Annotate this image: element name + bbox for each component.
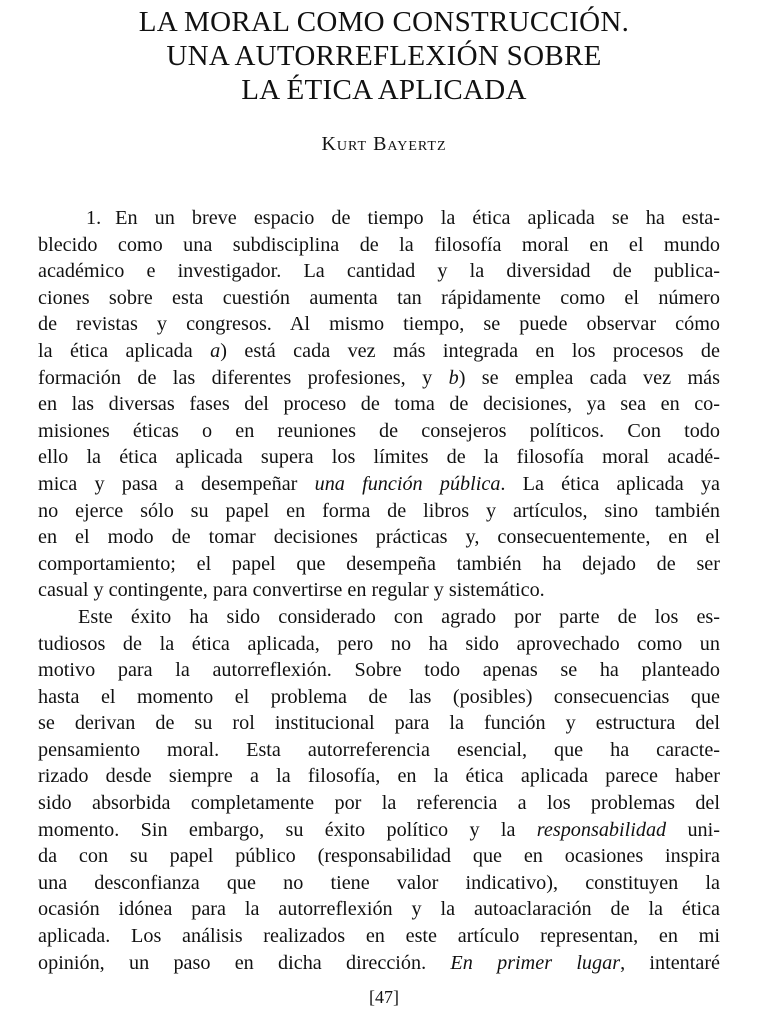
title-line-3: LA ÉTICA APLICADA — [241, 74, 527, 106]
text-line: mica y pasa a desempeñar una función pública. La ética aplicada ya — [38, 472, 720, 495]
text-line: rizado desde siempre a la filosofía, en la ética aplicada parece haber — [38, 765, 720, 788]
text-line: motivo para la autorreflexión. Sobre todo apenas se ha planteado — [38, 659, 720, 682]
text-line: de revistas y congresos. Al mismo tiempo, se puede observar cómo — [38, 313, 720, 336]
text-line: una desconfianza que no tiene valor indicativo), constituyen la — [38, 871, 720, 894]
paragraph-1 — [38, 205, 720, 604]
text-line: aplicada. Los análisis realizados en este artículo representan, en mi — [38, 925, 720, 948]
text-line: tudiosos de la ética aplicada, pero no ha sido aprovechado como un — [38, 632, 720, 655]
text-line: formación de las diferentes profesiones, y b) se emplea cada vez más — [38, 366, 720, 389]
title-line-2: UNA AUTORREFLEXIÓN SOBRE — [166, 40, 602, 72]
text-line: ello la ética aplicada supera los límites de la filosofía moral acadé- — [38, 446, 720, 469]
italic-text: En primer lugar — [450, 951, 621, 974]
text-line: la ética aplicada a) está cada vez más integrada en los procesos de — [38, 339, 720, 362]
text-line: da con su papel público (responsabilidad que en ocasiones inspira — [38, 845, 720, 868]
page-number: [47] — [369, 987, 399, 1007]
article-body — [38, 205, 720, 976]
text-line: no ejerce sólo su papel en forma de libros y artículos, sino también — [38, 499, 720, 522]
paragraph-2 — [38, 604, 720, 976]
text-line: se derivan de su rol institucional para la función y estructura del — [38, 712, 720, 735]
text-line: blecido como una subdisciplina de la filosofía moral en el mundo — [38, 233, 720, 256]
text-line: académico e investigador. La cantidad y la diversidad de publica- — [38, 260, 720, 283]
title-line-1: LA MORAL COMO CONSTRUCCIÓN. — [138, 6, 630, 38]
text-line: pensamiento moral. Esta autorreferencia esencial, que ha caracte- — [38, 738, 720, 761]
text-line: 1. En un breve espacio de tiempo la ética aplicada se ha esta- — [38, 205, 720, 232]
text-line: ciones sobre esta cuestión aumenta tan rápidamente como el número — [38, 286, 720, 309]
text-line: misiones éticas o en reuniones de consejeros políticos. Con todo — [38, 419, 720, 442]
author-name: Kurt Bayertz — [321, 133, 447, 155]
text-line: Este éxito ha sido considerado con agrado por parte de los es- — [78, 605, 720, 628]
text-line: en el modo de tomar decisiones prácticas y, consecuentemente, en el — [38, 526, 720, 549]
text-line: momento. Sin embargo, su éxito político y la responsabilidad uni- — [38, 818, 720, 841]
italic-text: a — [210, 339, 221, 362]
text-line: ocasión idónea para la autorreflexión y la autoaclaración de la ética — [38, 898, 720, 921]
text-line: sido absorbida completamente por la referencia a los problemas del — [38, 792, 720, 815]
text-line: en las diversas fases del proceso de toma de decisiones, ya sea en co- — [38, 393, 720, 416]
italic-text: responsabilidad — [536, 818, 667, 841]
text-line: hasta el momento el problema de las (posibles) consecuencias que — [38, 685, 720, 708]
italic-text: una función pública — [314, 472, 501, 495]
text-line: opinión, un paso en dicha dirección. En primer lugar, intentaré — [38, 951, 721, 974]
section-number: 1. — [86, 207, 102, 229]
italic-text: b — [448, 366, 459, 389]
text-line: casual y contingente, para convertirse en regular y sistemático. — [38, 579, 545, 602]
text-line: comportamiento; el papel que desempeña también ha dejado de ser — [38, 552, 720, 575]
